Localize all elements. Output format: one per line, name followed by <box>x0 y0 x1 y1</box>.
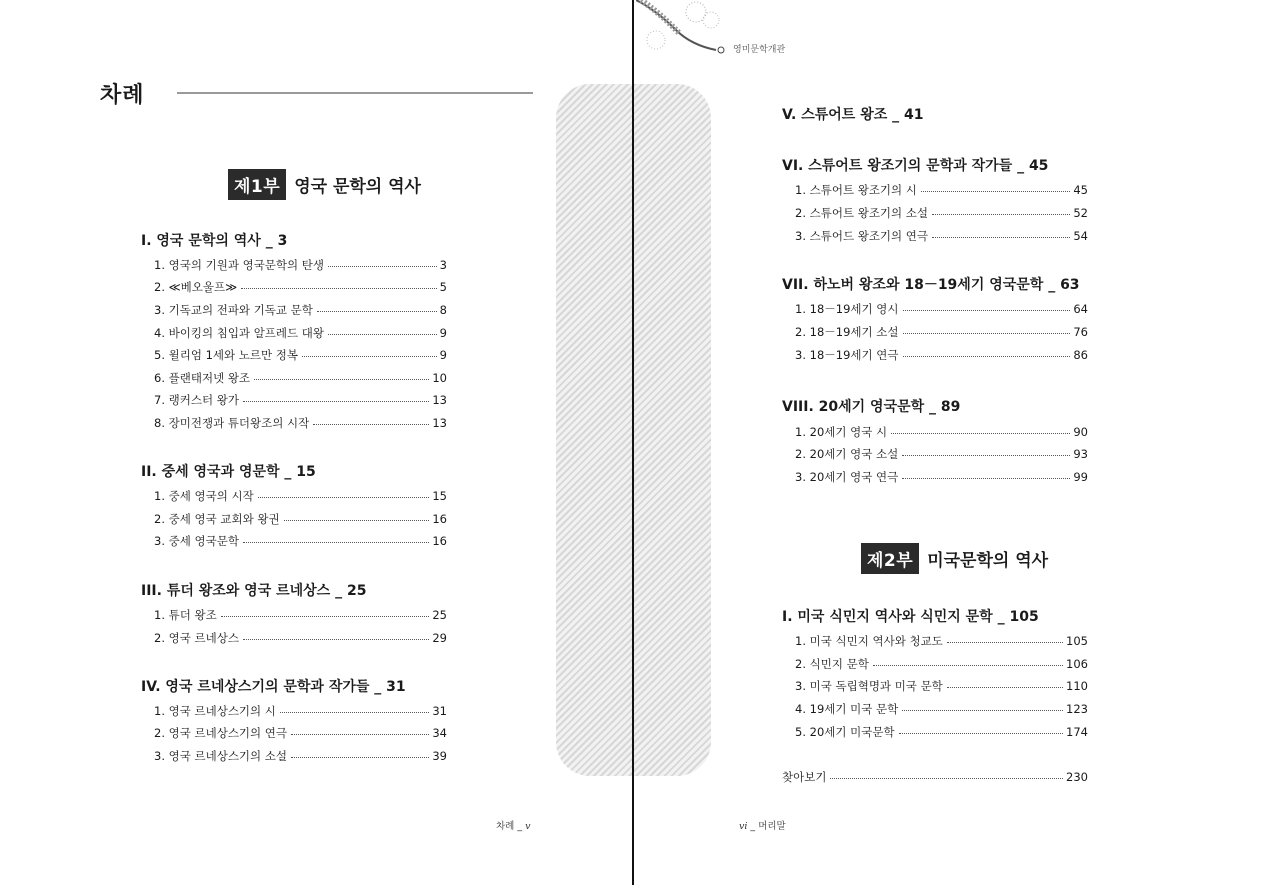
toc-entry[interactable]: 7. 랭커스터 왕가 13 <box>154 393 447 407</box>
toc-entry[interactable]: 2. 영국 르네상스 29 <box>154 631 447 645</box>
page-title: 차례 <box>100 83 145 108</box>
index-entry[interactable]: 찾아보기 230 <box>782 770 1088 784</box>
running-header: 영미문학개관 <box>733 45 786 55</box>
chapter-heading[interactable]: V. 스튜어트 왕조 _ 41 <box>782 107 924 123</box>
toc-entry[interactable]: 1. 미국 식민지 역사와 청교도 105 <box>795 634 1088 648</box>
chapter-heading[interactable]: I. 영국 문학의 역사 _ 3 <box>141 233 288 249</box>
toc-entry[interactable]: 3. 18－19세기 연극 86 <box>795 348 1088 362</box>
part-badge: 제1부 <box>228 169 286 200</box>
part-2-heading <box>861 543 1048 574</box>
chapter-heading[interactable]: VII. 하노버 왕조와 18－19세기 영국문학 _ 63 <box>782 277 1080 293</box>
chapter-heading[interactable]: VI. 스튜어트 왕조기의 문학과 작가들 _ 45 <box>782 158 1049 174</box>
toc-entry[interactable]: 3. 스튜어드 왕조기의 연극 54 <box>795 229 1088 243</box>
part-1-heading <box>228 169 421 200</box>
chapter-heading[interactable]: VIII. 20세기 영국문학 _ 89 <box>782 399 961 415</box>
toc-entry[interactable]: 4. 19세기 미국 문학 123 <box>795 702 1088 716</box>
toc-entry[interactable]: 2. 18－19세기 소설 76 <box>795 325 1088 339</box>
part-badge: 제2부 <box>861 543 919 574</box>
toc-entry[interactable]: 4. 바이킹의 침입과 알프레드 대왕 9 <box>154 326 447 340</box>
toc-entry[interactable]: 2. 스튜어트 왕조기의 소설 52 <box>795 206 1088 220</box>
toc-entry[interactable]: 2. 20세기 영국 소설 93 <box>795 447 1088 461</box>
toc-entry[interactable]: 3. 영국 르네상스기의 소설 39 <box>154 749 447 763</box>
chapter-heading[interactable]: IV. 영국 르네상스기의 문학과 작가들 _ 31 <box>141 679 406 695</box>
toc-entry[interactable]: 2. 영국 르네상스기의 연극 34 <box>154 726 447 740</box>
toc-entry[interactable]: 3. 중세 영국문학 16 <box>154 534 447 548</box>
toc-entry[interactable]: 1. 중세 영국의 시작 15 <box>154 489 447 503</box>
toc-entry[interactable]: 5. 20세기 미국문학 174 <box>795 725 1088 739</box>
chapter-heading[interactable]: II. 중세 영국과 영문학 _ 15 <box>141 464 316 480</box>
toc-entry[interactable]: 3. 기독교의 전파와 기독교 문학 8 <box>154 303 447 317</box>
toc-entry[interactable]: 2. ≪베오울프≫ 5 <box>154 280 447 294</box>
toc-entry[interactable]: 1. 영국 르네상스기의 시 31 <box>154 704 447 718</box>
chapter-heading[interactable]: I. 미국 식민지 역사와 식민지 문학 _ 105 <box>782 609 1039 625</box>
toc-entry[interactable]: 2. 중세 영국 교회와 왕권 16 <box>154 512 447 526</box>
toc-entry[interactable]: 1. 영국의 기원과 영국문학의 탄생 3 <box>154 258 447 272</box>
toc-entry[interactable]: 6. 플랜태저넷 왕조 10 <box>154 371 447 385</box>
toc-entry[interactable]: 1. 18－19세기 영시 64 <box>795 302 1088 316</box>
toc-entry[interactable]: 3. 20세기 영국 연극 99 <box>795 470 1088 484</box>
toc-entry[interactable]: 3. 미국 독립혁명과 미국 문학 110 <box>795 679 1088 693</box>
page-spine <box>632 0 634 885</box>
part-title: 영국 문학의 역사 <box>294 177 421 197</box>
toc-entry[interactable]: 1. 튜더 왕조 25 <box>154 608 447 622</box>
toc-entry[interactable]: 1. 스튜어트 왕조기의 시 45 <box>795 183 1088 197</box>
ornament-decoration <box>636 0 726 56</box>
title-divider <box>177 92 533 94</box>
toc-entry[interactable]: 1. 20세기 영국 시 90 <box>795 425 1088 439</box>
part-title: 미국문학의 역사 <box>927 551 1049 571</box>
page-number-right: vi _ 머리말 <box>739 821 786 832</box>
toc-entry[interactable]: 8. 장미전쟁과 튜더왕조의 시작 13 <box>154 416 447 430</box>
page-number-left: 차례 _ v <box>496 821 531 832</box>
toc-entry[interactable]: 5. 윌리엄 1세와 노르만 정복 9 <box>154 348 447 362</box>
toc-entry[interactable]: 2. 식민지 문학 106 <box>795 657 1088 671</box>
chapter-heading[interactable]: III. 튜더 왕조와 영국 르네상스 _ 25 <box>141 583 367 599</box>
